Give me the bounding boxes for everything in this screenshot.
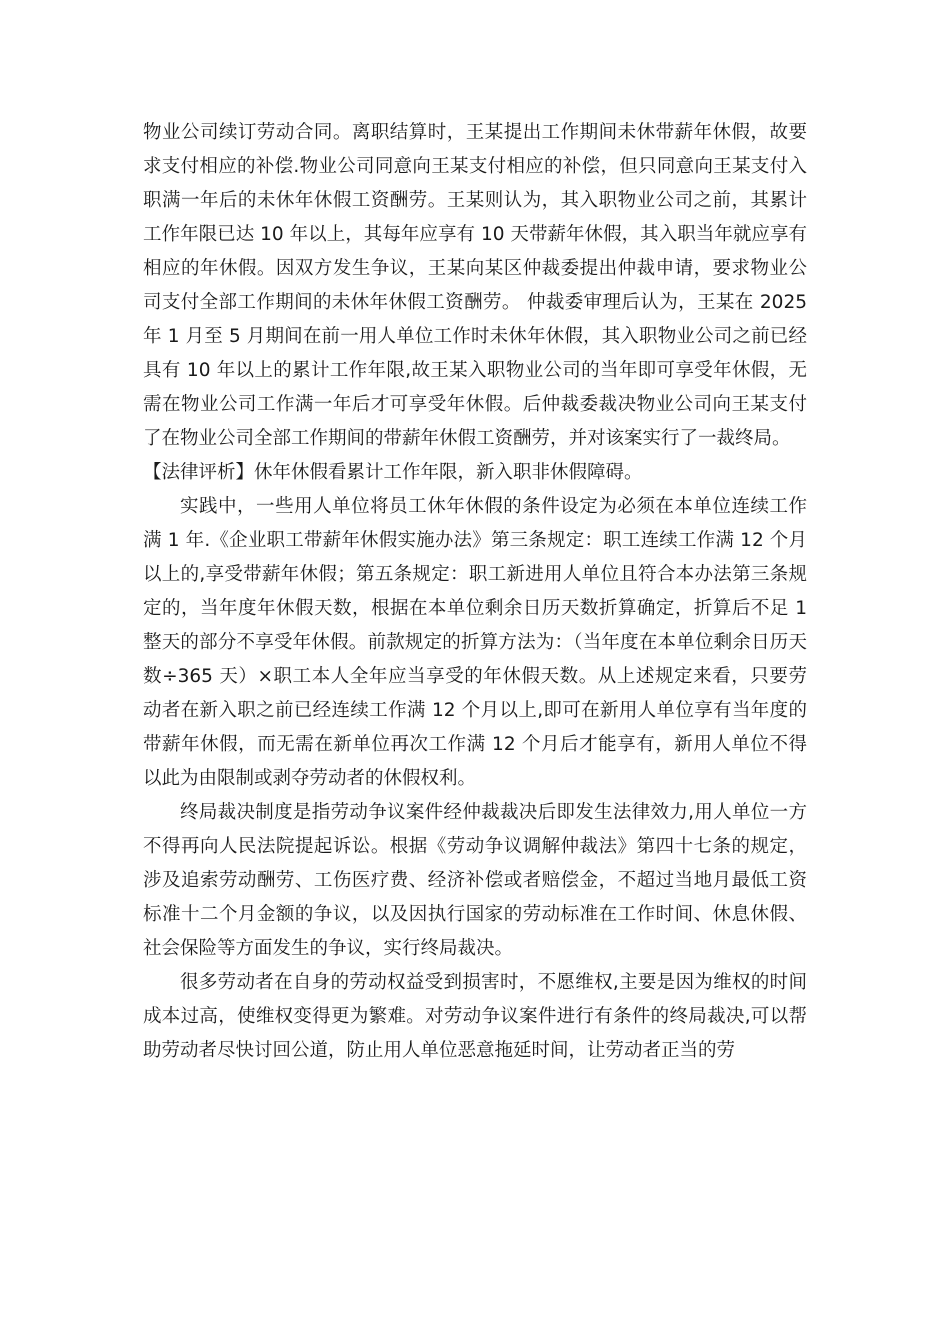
document-page: [143, 116, 807, 1068]
legal-comment-paragraph: 【法律评析】休年休假看累计工作年限，新入职非休假障碍。: [143, 462, 643, 483]
final-ruling-paragraph: 终局裁决制度是指劳动争议案件经仲裁裁决后即发生法律效力,用人单位一方不得再向人民法院提起诉讼。根据《劳动争议调解仲裁法》第四十七条的规定，涉及追索劳动酬劳、工伤医疗费、经济补偿或者赔偿金，不超过当地月最低工资标准十二个月金额的争议，以及因执行国家的劳动标准在工作时间、休息休假、社会保险等方面发生的争议，实行终局裁决。: [143, 802, 807, 959]
case-paragraph: 物业公司续订劳动合同。离职结算时，王某提出工作期间未休带薪年休假，故要求支付相应的补偿.物业公司同意向王某支付相应的补偿，但只同意向王某支付入职满一年后的未休年休假工资酬劳。王某则认为，其入职物业公司之前，其累计工作年限已达 10 年以上，其每年应享有 10 天带薪年休假，其入职当年就应享有相应的年休假。因双方发生争议，王某向某区仲裁委提出仲裁申请，要求物业公司支付全部工作期间的未休年休假工资酬劳。 仲裁委审理后认为，王某在 2025 年 1 月至 5 月期间在前一用人单位工作时未休年休假，其入职物业公司之前已经具有 10 年以上的累计工作年限,故王某入职物业公司的当年即可享受年休假，无需在物业公司工作满一年后才可享受年休假。后仲裁委裁决物业公司向王某支付了在物业公司全部工作期间的带薪年休假工资酬劳，并对该案实行了一裁终局。: [143, 122, 807, 449]
workers-rights-paragraph: 很多劳动者在自身的劳动权益受到损害时，不愿维权,主要是因为维权的时间成本过高，使维权变得更为繁难。对劳动争议案件进行有条件的终局裁决,可以帮助劳动者尽快讨回公道，防止用人单位恶意拖延时间，让劳动者正当的劳: [143, 972, 807, 1061]
practice-paragraph: 实践中，一些用人单位将员工休年休假的条件设定为必须在本单位连续工作满 1 年.《企业职工带薪年休假实施办法》第三条规定：职工连续工作满 12 个月以上的,享受带薪年休假；第五条规定：职工新进用人单位且符合本办法第三条规定的，当年度年休假天数，根据在本单位剩余日历天数折算确定，折算后不足 1 整天的部分不享受年休假。前款规定的折算方法为：（当年度在本单位剩余日历天数÷365 天）×职工本人全年应当享受的年休假天数。从上述规定来看，只要劳动者在新入职之前已经连续工作满 12 个月以上,即可在新用人单位享有当年度的带薪年休假，而无需在新单位再次工作满 12 个月后才能享有，新用人单位不得以此为由限制或剥夺劳动者的休假权利。: [143, 496, 807, 789]
